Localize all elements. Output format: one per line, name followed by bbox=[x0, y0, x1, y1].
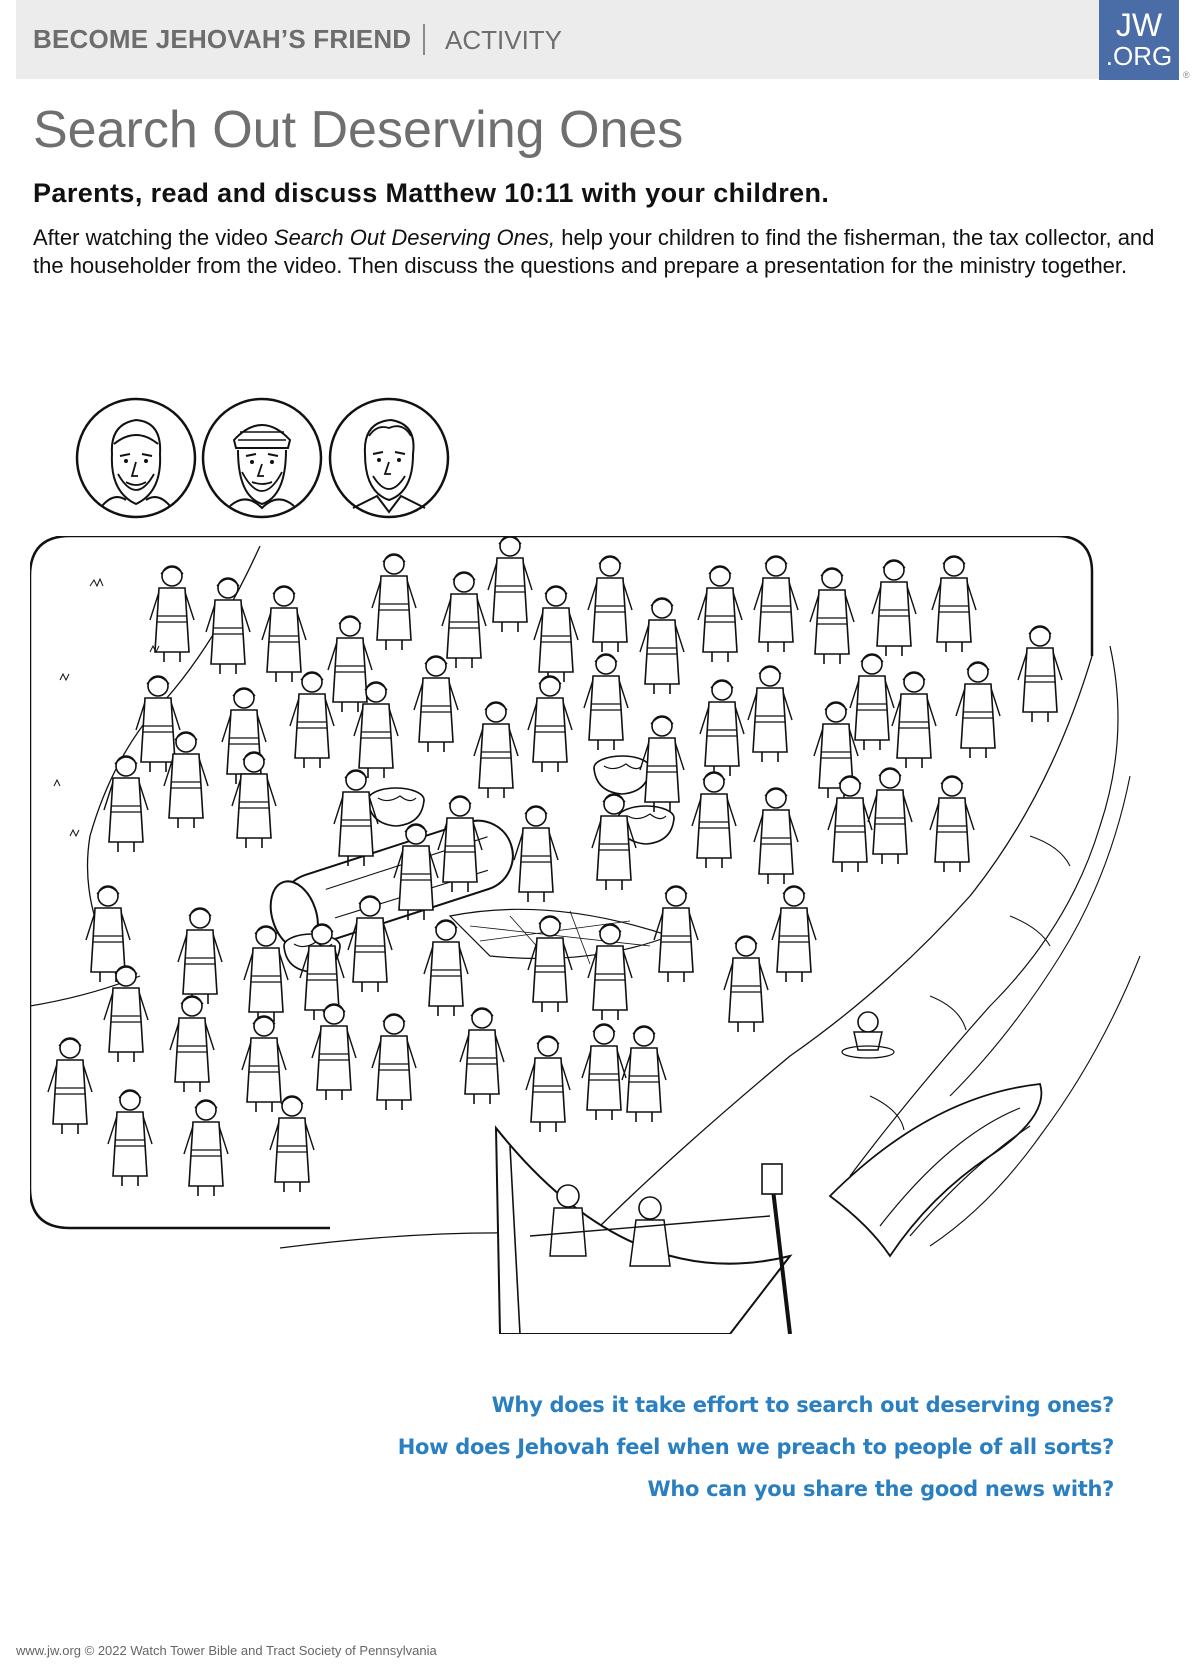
intro-paragraph bbox=[33, 224, 1163, 280]
page-title: Search Out Deserving Ones bbox=[33, 101, 684, 159]
crowd-scene-illustration bbox=[30, 536, 1180, 1334]
question-2: How does Jehovah feel when we preach to people of all sorts? bbox=[397, 1435, 1114, 1459]
video-title: Search Out Deserving Ones, bbox=[273, 225, 556, 250]
jw-org-logo[interactable] bbox=[1099, 0, 1179, 80]
question-1: Why does it take effort to search out deserving ones? bbox=[491, 1393, 1114, 1417]
logo-text-bottom: .ORG bbox=[1105, 41, 1173, 71]
series-label: BECOME JEHOVAH’S FRIEND bbox=[33, 24, 412, 54]
tax-collector-portrait bbox=[200, 396, 324, 520]
page-subtitle: Parents, read and discuss Matthew 10:11 with your children. bbox=[33, 178, 830, 208]
registered-mark: ® bbox=[1183, 70, 1190, 80]
section-label: ACTIVITY bbox=[445, 25, 563, 55]
logo-text-top: JW bbox=[1115, 7, 1163, 43]
question-3: Who can you share the good news with? bbox=[647, 1477, 1114, 1501]
intro-before: After watching the video bbox=[33, 225, 274, 250]
householder-portrait bbox=[327, 396, 451, 520]
intro-after: help your children to find the fisherman, the tax collector, and the householder from the video. Then discuss the questions and prepare a presentation for the ministry together. bbox=[33, 225, 1155, 278]
copyright-footer: www.jw.org © 2022 Watch Tower Bible and Tract Society of Pennsylvania bbox=[16, 1643, 437, 1658]
discussion-questions bbox=[398, 1384, 1114, 1510]
fisherman-portrait bbox=[74, 396, 198, 520]
header-divider bbox=[423, 24, 425, 55]
